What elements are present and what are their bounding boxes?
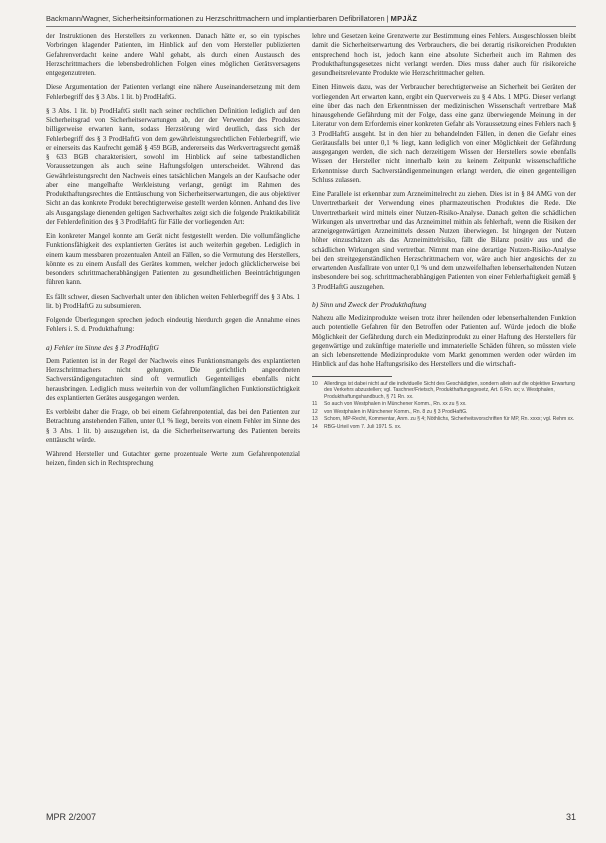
footnote <box>312 416 576 423</box>
footnotes <box>312 381 576 431</box>
right-column <box>312 32 576 777</box>
paragraph: § 3 Abs. 1 lit. b) ProdHaftG stellt nach seiner rechtlichen Definition lediglich auf den Sicherheitsgrad von Sicherheitserwartungen ab, der der Verwender des Produktes billigerweise erwarten kann, sodass Herzstörung wird deutlich, dass sich der Fehlerbegriff des § 3 ProdHaftG von dem gewährleistungsrechtlichen Fehlerbegriff, wie er einerseits das Kaufrecht gemäß § 459 BGB, andererseits das Werkvertragsrecht gemäß § 633 BGB charakterisiert, sowohl im Hinblick auf seine tatbestandlichen Voraussetzungen als auch seine Haftungsfolgen unterscheidet. Während das Gewährleistungsrecht den Nachweis eines tatsächlichen Mangels an der Kaufsache oder aber eine mangelhafte Werkleistung verlangt, genügt im Rahmen des Produkthaftungsrechtes die Enttäuschung von Sicherheitserwartungen, die aus objektiver Sicht an das konkrete Produkt berechtigterweise gestellt werden können. Anhand des live als Ausgangslage dienenden geltigen Sachverhaltes zeigt sich die folgende Praktikabilität der Fehlerdefinition des § 3 ProdHaftG für Fälle der vorliegenden Art: <box>46 106 300 226</box>
paragraph: Eine Parallele ist erkennbar zum Arzneimittelrecht zu ziehen. Dies ist in § 84 AMG von der Unvertretbarkeit der Verwendung eines pharmazeutischen Produktes die Rede. Die Unvertretbarkeit wird mittels einer Nutzen-Risiko-Analyse. Danach gelten die schädlichen Wirkungen als unvertretbar und das Arzneimittel mithin als fehlerhaft, wenn die Risiken der arzneigegenwärtigen Arzneimittels dessen Nutzen überwiegen. Ist hingegen der Nutzen höher einzuschätzen als das Arzneimittelrisiko, fällt die Bilanz positiv aus und die schädlichen Wirkungen sind vertretbar. Nimmt man eine derartige Nutzen-Risiko-Analyse bei den streitgegenständlichen Herzschrittmachern vor, wäre auch hier angesichts der zu erwartenden Ausfallrate von unter 0,1 % und dem unzweifelhaften lebenserhaltenden Nutzen insbesondere bei sog. schrittmacherabhängigen Patienten von einer Fehlerhaftigkeit gemäß § 3 ProdHaftG auszugehen. <box>312 190 576 291</box>
footnote-number: 11 <box>312 401 318 408</box>
section-heading-a: a) Fehler im Sinne des § 3 ProdHaftG <box>46 342 159 352</box>
left-column <box>46 32 300 777</box>
paragraph: lehre und Gesetzen keine Grenzwerte zur Bestimmung eines Fehlers. Ausgeschlossen bleibt damit die Sicherheitserwartung des Verbrauchers, die bei derartig risikoreichen Produkten entsprechend hoch ist, jedoch kann eine absolute Sicherheit auch im Rahmen des Produkthaftungsgesetzes nicht verlangt werden. Dies muss daher auch für risikoreiche gesundheitsrelevante Produkte wie Herzschrittmacher gelten. <box>312 32 576 77</box>
footnote-text: von Westphalen in Münchener Komm., Rn. 8 zu § 3 ProdHaftG. <box>324 408 468 415</box>
running-header <box>46 14 576 27</box>
paragraph: Während Hersteller und Gutachter gerne prozentuale Werte zum Gefahrenpotenzial heizen, finden sich in Rechtsprechung <box>46 450 300 468</box>
paragraph: Ein konkreter Mangel konnte am Gerät nicht festgestellt werden. Die vollumfängliche Funktionsfähigkeit des explantierten Gerätes ist auch weiterhin gegeben. Lediglich in einem kaum messbaren prozentualen Anteil an Fällen, so die Vermutung des Herstellers, könnte es zu einem Ausfall des Gerätes kommen, welcher jedoch glücklicherweise bei besonders schrittmacherabhängigen Patienten zu gesundheitlichen Beeinträchtigungen führen kann. <box>46 232 300 287</box>
footnote <box>312 401 576 408</box>
footnote-number: 10 <box>312 380 318 387</box>
footnote-number: 12 <box>312 408 318 415</box>
footnote-text: Allerdings ist dabei nicht auf die individuelle Sicht des Geschädigten, sondern allein auf die objektive Erwartung des Verkehrs abzustellen; vgl. Taschner/Frietsch, Produkthaftungsgesetz, Art. 6 Rn. xx; v. Westphalen, Produkthaftungshandbuch, § 71 Rn. xx. <box>324 380 575 400</box>
paragraph: Dem Patienten ist in der Regel der Nachweis eines Funktionsmangels des explantierten Herzschrittmachers nicht gelungen. Die gerichtlich angeordneten Sachverständigengutachten sind oft vermutlich Gegenteiliges ebenfalls nicht herausbringen. Lediglich muss weiterhin von der vollumfänglichen Funktionstüchtigkeit des explantierten Gerätes ausgegangen werden. <box>46 356 300 402</box>
footnote-text: RBG-Urteil vom 7. Juli 1971 S. xx. <box>324 424 402 431</box>
paragraph: Diese Argumentation der Patienten verlangt eine nähere Auseinandersetzung mit dem Fehlerbegriff des § 3 Abs. 1 lit. b) ProdHaftG. <box>46 83 300 101</box>
footnote <box>312 409 576 416</box>
footnote <box>312 381 576 401</box>
footnote-text: So auch von Westphalen in Münchener Komm., Rn. xx zu § xx. <box>324 401 467 408</box>
footnote-divider <box>312 376 392 377</box>
paragraph: der Instruktionen des Herstellers zu verkennen. Danach hätte er, so ein typisches Vorbringen klagender Patienten, im Hinblick auf den vom Hersteller publizierten Gefahrenverdacht keine andere Wahl gehabt, als durch einen Austausch des Herzschrittmachers die lebensbedrohlichen Folgen eines möglichen Gerätsversagens entgegenzutreten. <box>46 32 300 77</box>
journal-brand: MPJÄZ <box>390 14 418 23</box>
paragraph: Folgende Überlegungen sprechen jedoch eindeutig hierdurch gegen die Annahme eines Fehlers i. S. d. Produkthaftung: <box>46 316 300 334</box>
footnote-number: 14 <box>312 424 318 431</box>
paragraph: Es fällt schwer, diesen Sachverhalt unter den üblichen weiten Fehlerbegriff des § 3 Abs. 1 lit. b) ProdHaftG zu subsumieren. <box>46 292 300 310</box>
footnote-text: Schorn, MP-Recht, Kommentar, Anm. zu § 4; Nöthlichs, Sicherheitsvorschriften für MP, Rn. xxxx; vgl. Rehm xx. <box>324 416 575 423</box>
page-footer <box>46 812 576 822</box>
footnote <box>312 424 576 431</box>
paragraph: Einen Hinweis dazu, was der Verbraucher berechtigterweise an Sicherheit bei Geräten der vorliegenden Art erwarten kann, ergibt ein Querverweis zu § 4 Abs. 1 MPG. Dieser verlangt eine über das nach den Erkenntnissen der medizinischen Wissenschaft vertretbare Maß hinausgehende Gefährdung mit der Folge, dass eine ganz überwiegende Meinung in der Literatur von dem Erfordernis einer konkreten Gefahr als Voraussetzung eines Fehlers nach § 3 ProdHaftG ausgeht. Ist in den hier zu behandelnden Fällen, in denen die Gefahr eines Gerätausfalls bei unter 0,1 % liegt, kann lediglich von einer Möglichkeit der Gefährdung ausgegangen werden, die sich nach derzeitigem Wissen der Herstellers sowie ebenfalls Wissen der Hersteller nicht innerhalb kein zu keinem Zeitpunkt wissenschaftliche Erkenntnisse durch Sachverständigenmeinungen erlangt werden, die einen gegenteiligen Schluss zulassen. <box>312 83 576 184</box>
page-number: 31 <box>565 812 576 822</box>
paragraph: Nahezu alle Medizinprodukte weisen trotz ihrer heilenden oder lebenserhaltenden Funktion auch potentielle Gefahren für den Betroffen oder Patienten auf. Würde jedoch die bloße Möglichkeit der Gefährdung durch ein Medizinprodukt zu einer Haftung des Herstellers für gegenwärtige und zukünftige materielle und immaterielle Schäden führen, so müssten viele an sich lebensrettende Medizinprodukte vom Markt genommen werden oder würden im Hinblick auf das hohe Haftungsrisiko des Herstellers und die wirtschaft- <box>312 314 576 369</box>
paragraph: Es verbleibt daher die Frage, ob bei einem Gefahrenpotential, das bei den Patienten zur Betrachtung anstehenden Fällen, unter 0,1 % liegt, bereits von einem Fehler im Sinne des § 3 Abs. 1 lit. b) auszugehen ist, da die Sicherheitserwartung des Patienten bereits enttäuscht würde. <box>46 408 300 444</box>
footnote-number: 13 <box>312 416 318 423</box>
header-text: Backmann/Wagner, Sicherheitsinformationen zu Herzschrittmachern und implantierbaren Defibrillatoren | <box>46 14 389 23</box>
journal-issue: MPR 2/2007 <box>46 812 97 822</box>
section-heading-b: b) Sinn und Zweck der Produkthaftung <box>312 299 427 309</box>
